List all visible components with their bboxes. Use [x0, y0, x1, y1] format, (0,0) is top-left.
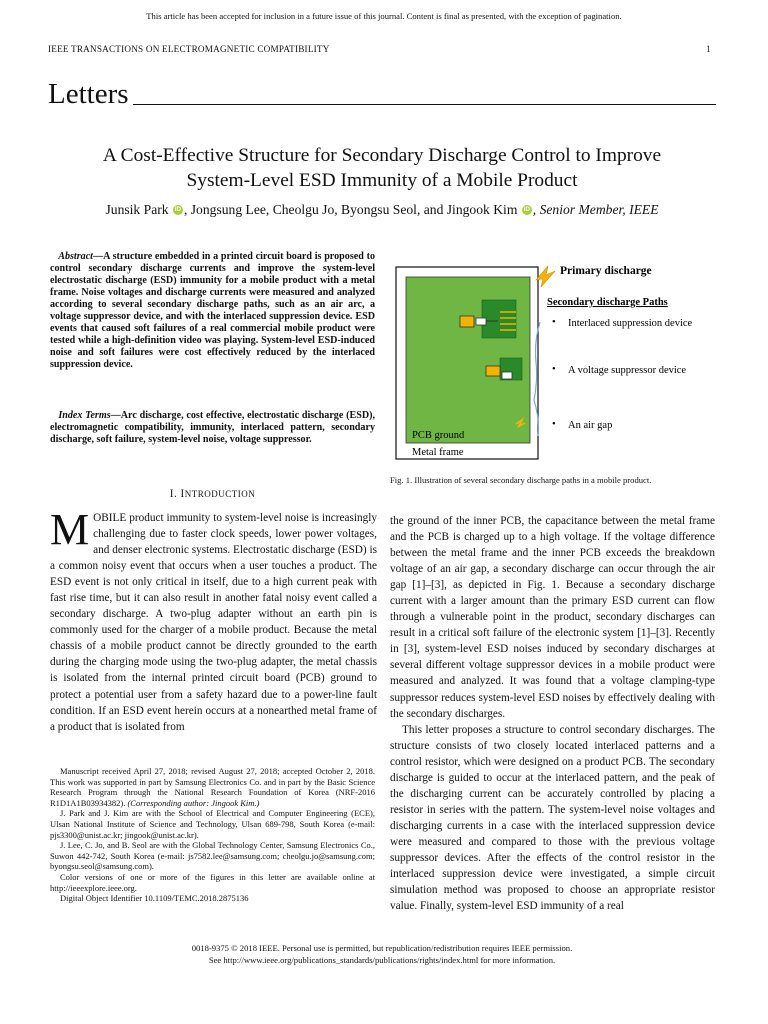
body-column-right — [390, 513, 715, 914]
paper-title — [48, 143, 716, 193]
journal-name: IEEE TRANSACTIONS ON ELECTROMAGNETIC COMPATIBILITY — [48, 44, 330, 54]
interlaced-pattern — [482, 300, 516, 338]
fig-item-3: An air gap — [568, 420, 613, 431]
figure-caption: Fig. 1. Illustration of several secondary discharge paths in a mobile product. — [390, 475, 652, 485]
section-heading — [48, 78, 716, 110]
figure-1 — [390, 262, 720, 462]
intro-paragraph-1-continued: the ground of the inner PCB, the capacitance between the metal frame and the PCB is charged up to a high voltage. If the voltage difference between the metal frame and the inner PCB exceeds the breakdown voltage of an air gap, a secondary discharge can occur through the air gap [1]–[3], as depicted in Fig. 1. Because a secondary discharge current with a larger amount than the primary ESD current can flow through a vulnerable point in the product, secondary discharges can result in a critical soft failure of the electronic system [1]–[3]. Recently in [3], system-level ESD noises induced by secondary discharges at several different voltage suppressor devices in a mobile product were measured and analyzed. It was found that a voltage clamping-type suppressor reduces system-level ESD noises by effectively dealing with the secondary discharges. — [390, 515, 715, 720]
index-terms-text: —Arc discharge, cost effective, electrostatic discharge (ESD), electromagnetic compatibility, immunity, interlaced pattern, secondary discharge, soft failure, system-level noise, voltage suppressor. — [50, 410, 375, 446]
abstract — [50, 251, 375, 371]
footnotes — [50, 766, 375, 904]
orcid-icon[interactable]: iD — [523, 206, 531, 213]
footnote-doi: Digital Object Identifier 10.1109/TEMC.2018.2875136 — [60, 893, 249, 904]
abstract-text: —A structure embedded in a printed circuit board is proposed to control secondary discharge currents and improve the system-level electrostatic discharge (ESD) immunity for a mobile product with a metal frame. Noise voltages and discharge currents were measured and analyzed according to several secondary discharge paths, such as an air arc, a voltage suppressor device, and with the interlaced suppression device. ESD events that caused soft failures of a real commercial mobile product were tested while a high-definition video was playing. System-level ESD-induced noise and soft failures were cost effectively reduced by the interlaced suppression device. — [50, 251, 375, 371]
index-terms-label: Index Terms — [58, 410, 111, 421]
author-list — [48, 202, 716, 218]
fig-primary-label: Primary discharge — [560, 265, 652, 277]
page-number: 1 — [706, 44, 711, 54]
orcid-icon[interactable]: iD — [174, 206, 182, 213]
fig-item-1: Interlaced suppression device — [568, 318, 693, 329]
section-title-rest: NTRODUCTION — [184, 489, 256, 499]
footnote-manuscript: Manuscript received April 27, 2018; revised August 27, 2018; accepted October 2, 2018. This work was supported in part by Samsung Electronics Co. and in part by the Basic Science Research Program through the National Research Foundation of Korea (NRF-2016 R1D1A1B03934382). (Corresponding author: Jingook Kim.) — [50, 766, 375, 808]
title-line-1: A Cost-Effective Structure for Secondary Discharge Control to Improve — [102, 145, 662, 166]
section-heading-word: Letters — [48, 78, 129, 110]
body-column-left — [50, 505, 377, 735]
intro-paragraph-2: This letter proposes a structure to control secondary discharges. The structure consists of two closely located interlaced patterns and a control resistor, which were designed on a product PCB. The secondary discharge is guided to occur at the interlaced pattern, and the peak of the discharging current can be accurately controlled by placing a resistor in series with the pattern. The system-level noise voltages and discharging currents in a case with the interlaced suppression device were measured and compared to those with the previous voltage suppressor devices. After the effects of the control resistor in the interlaced suppression device were investigated, a simple circuit simulation method was proposed to choose an appropriate resistor value. Finally, system-level ESD immunity of a real — [390, 723, 715, 913]
copyright-line-1: 0018-9375 © 2018 IEEE. Personal use is permitted, but republication/redistribution requires IEEE permission. — [191, 943, 573, 953]
section-title-initial: I — [180, 488, 185, 500]
fig-bullet-2: • — [552, 364, 556, 375]
fig-pcb-ground-label: PCB ground — [412, 430, 465, 441]
section-number: I. — [169, 488, 181, 500]
title-line-2: System-Level ESD Immunity of a Mobile Product — [186, 170, 578, 191]
drop-cap: M — [50, 505, 90, 554]
section-heading-rule — [133, 104, 716, 105]
voltage-suppressor — [486, 366, 500, 376]
fig-paths-title: Secondary discharge Paths — [547, 297, 668, 308]
fig-item-2: A voltage suppressor device — [568, 365, 687, 376]
control-resistor — [460, 316, 474, 327]
fig-metal-frame-label: Metal frame — [412, 447, 464, 458]
acceptance-notice: This article has been accepted for inclusion in a future issue of this journal. Content is final as presented, with the exception of pagination. — [146, 11, 622, 21]
fig-bullet-3: • — [552, 419, 556, 430]
fig-bullet-1: • — [552, 317, 556, 328]
index-terms — [50, 410, 375, 446]
footnote-affiliation-2: J. Lee, C. Jo, and B. Seol are with the Global Technology Center, Samsung Electronics Co., Suwon 442-742, South Korea (e-mail: js7582.lee@samsung.com; cheolgu.jo@samsung.com; byongsu.seol@samsung.com). — [50, 840, 375, 872]
lightning-icon — [536, 266, 555, 287]
footnote-affiliation-1: J. Park and J. Kim are with the School of Electrical and Computer Engineering (ECE), Ulsan National Institute of Science and Technology, Ulsan 689-798, South Korea (e-mail: pjs3300@unist.ac.kr; jingook@unist.ac.kr). — [50, 808, 375, 840]
abstract-label: Abstract — [58, 251, 93, 262]
footnote-color-versions: Color versions of one or more of the figures in this letter are available online at http://ieeexplore.ieee.org. — [50, 871, 375, 893]
author-membership: , Senior Member, IEEE — [532, 202, 659, 217]
copyright-line-2: See http://www.ieee.org/publications_standards/publications/rights/index.html for more information. — [208, 955, 556, 965]
copyright-notice — [48, 942, 716, 966]
introduction-heading — [50, 488, 375, 500]
author-first: Junsik Park — [105, 202, 169, 217]
intro-paragraph-1: OBILE product immunity to system-level noise is increasingly challenging due to faster clock speeds, lower power voltages, and denser electronic systems. Electrostatic discharge (ESD) is a common noisy event that occurs when a user touches a product. The ESD event is not only critical in itself, due to a high current peak with fast rise time, but it can also result in another fatal noisy event called a secondary discharge. A two-plug adapter without an earth pin is commonly used for the charger of a mobile product. Because the metal chassis of a mobile product cannot be directly grounded to the earth during the charging mode using the two-plug adapter, the metal chassis is isolated from the internal printed circuit board (PCB) ground to protect a potential user from a safety hazard due to a power-line fault condition. If an ESD event herein occurs at a nonearthed metal frame of a product that is isolated from — [50, 512, 377, 733]
author-rest: , Jongsung Lee, Cheolgu Jo, Byongsu Seol, and Jingook Kim — [183, 202, 518, 217]
